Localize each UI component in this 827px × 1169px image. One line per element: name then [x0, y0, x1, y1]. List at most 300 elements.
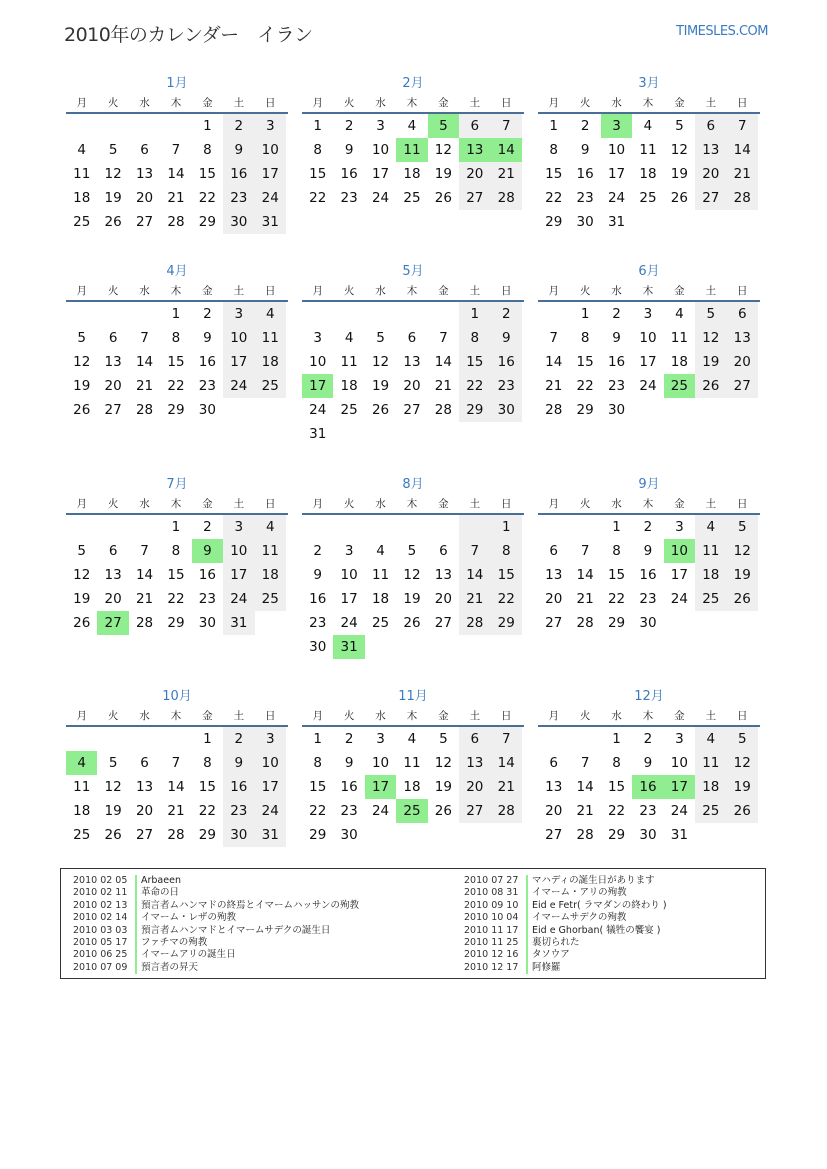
legend-date: 2010 10 04 [464, 912, 528, 924]
day-cell: 21 [576, 803, 594, 819]
day-cell: 11 [695, 539, 726, 563]
day-cell: 27 [545, 827, 563, 843]
day-cell: 25 [340, 402, 358, 418]
day-cell: 1 [171, 519, 181, 535]
weekday-label: 月 [76, 498, 87, 510]
day-cell: 4 [77, 142, 86, 158]
legend-row [464, 949, 667, 961]
day-cell: 14 [135, 567, 154, 583]
day-cell: 16 [576, 166, 594, 182]
day-cell: 1 [612, 731, 621, 747]
weekday-label: 月 [548, 97, 559, 109]
day-cell: 21 [135, 378, 154, 394]
day-cell: 5 [727, 515, 758, 539]
day-cell: 17 [607, 166, 626, 182]
day-cell: 5 [407, 543, 417, 559]
day-cell: 14 [459, 563, 490, 587]
day-cell: 12 [73, 567, 91, 583]
weekday-label: 金 [674, 285, 685, 297]
day-cell: 24 [255, 186, 286, 210]
empty-day-cell [97, 515, 128, 539]
empty-day-cell [365, 302, 396, 326]
day-cell: 3 [643, 306, 653, 322]
day-cell: 29 [459, 398, 490, 422]
weekday-label: 水 [611, 498, 622, 510]
legend-date: 2010 03 03 [73, 925, 137, 937]
day-cell: 20 [104, 378, 122, 394]
day-cell: 19 [434, 779, 452, 795]
day-cell: 4 [344, 330, 354, 346]
day-cell: 9 [223, 138, 254, 162]
day-cell: 6 [140, 142, 149, 158]
weekday-label: 日 [264, 285, 276, 297]
day-cell: 16 [491, 350, 522, 374]
legend-date: 2010 09 10 [464, 900, 528, 912]
day-cell: 28 [135, 402, 154, 418]
holiday-day-cell: 16 [632, 775, 663, 799]
day-cell: 20 [135, 190, 154, 206]
legend-row [464, 900, 667, 912]
month-name: 12月 [634, 689, 664, 704]
day-cell: 28 [727, 186, 758, 210]
day-cell: 27 [459, 799, 490, 823]
day-cell: 12 [727, 751, 758, 775]
day-cell: 9 [313, 567, 322, 583]
day-cell: 9 [491, 326, 522, 350]
day-cell: 8 [459, 326, 490, 350]
day-cell: 10 [607, 142, 626, 158]
day-cell: 9 [643, 755, 653, 771]
weekday-label: 土 [233, 710, 245, 722]
day-cell: 6 [439, 543, 448, 559]
day-cell: 15 [309, 779, 327, 795]
day-cell: 15 [167, 567, 185, 583]
empty-day-cell [459, 515, 490, 539]
weekday-label: 水 [375, 285, 386, 297]
day-cell: 3 [376, 731, 385, 747]
day-cell: 2 [580, 118, 590, 134]
day-cell: 11 [670, 330, 688, 346]
day-cell: 18 [73, 803, 91, 819]
day-cell: 26 [104, 827, 122, 843]
day-cell: 23 [576, 190, 594, 206]
empty-day-cell [97, 114, 128, 138]
day-cell: 13 [135, 166, 154, 182]
weekday-label: 金 [438, 710, 449, 722]
day-cell: 1 [491, 515, 522, 539]
day-cell: 18 [695, 563, 726, 587]
month-block [66, 74, 288, 234]
day-cell: 19 [403, 591, 421, 607]
day-cell: 14 [576, 567, 594, 583]
day-cell: 21 [727, 162, 758, 186]
day-cell: 5 [376, 330, 385, 346]
day-cell: 27 [695, 186, 726, 210]
legend-date: 2010 12 17 [464, 962, 528, 974]
day-grid [538, 515, 760, 635]
weekday-label: 金 [202, 498, 213, 510]
day-cell: 2 [344, 118, 354, 134]
weekday-label: 火 [579, 97, 591, 109]
empty-day-cell [66, 515, 97, 539]
month-name: 9月 [638, 477, 660, 492]
month-block [302, 475, 524, 659]
day-cell: 2 [612, 306, 621, 322]
weekday-label: 金 [202, 710, 213, 722]
day-cell: 11 [639, 142, 657, 158]
day-cell: 18 [73, 190, 91, 206]
day-cell: 18 [670, 354, 688, 370]
day-cell: 27 [434, 615, 452, 631]
day-cell: 14 [545, 354, 563, 370]
day-cell: 11 [403, 755, 421, 771]
month-name: 11月 [398, 689, 428, 704]
day-cell: 5 [77, 330, 86, 346]
legend-holiday-name: Eid e Ghorban( 犠牲の饗宴 ) [532, 924, 661, 936]
day-cell: 30 [198, 615, 216, 631]
legend-row [464, 962, 667, 974]
day-cell: 20 [459, 162, 490, 186]
empty-day-cell [365, 515, 396, 539]
holiday-day-cell: 13 [459, 138, 490, 162]
day-cell: 13 [545, 567, 563, 583]
day-cell: 11 [73, 166, 91, 182]
day-cell: 13 [434, 567, 452, 583]
day-cell: 14 [576, 779, 594, 795]
day-cell: 28 [491, 799, 522, 823]
day-cell: 11 [73, 779, 91, 795]
empty-day-cell [160, 114, 191, 138]
holiday-legend [60, 868, 766, 979]
day-cell: 7 [549, 330, 558, 346]
day-cell: 2 [491, 302, 522, 326]
day-grid [66, 515, 288, 635]
day-cell: 18 [403, 779, 421, 795]
day-cell: 1 [459, 302, 490, 326]
weekday-label: 木 [642, 285, 654, 297]
day-cell: 8 [203, 142, 212, 158]
day-cell: 7 [580, 755, 590, 771]
day-cell: 8 [580, 330, 590, 346]
day-cell: 16 [340, 166, 358, 182]
empty-day-cell [302, 302, 333, 326]
day-cell: 3 [675, 519, 684, 535]
empty-day-cell [396, 302, 427, 326]
day-cell: 10 [255, 138, 286, 162]
day-cell: 19 [73, 378, 91, 394]
empty-day-cell [66, 114, 97, 138]
day-cell: 29 [198, 827, 216, 843]
day-grid [302, 302, 524, 446]
weekday-header [302, 94, 524, 114]
day-grid [302, 114, 524, 210]
day-cell: 15 [459, 350, 490, 374]
weekday-label: 土 [469, 97, 481, 109]
legend-holiday-name: ファチマの殉教 [141, 937, 208, 949]
weekday-label: 日 [736, 710, 748, 722]
month-block [66, 262, 288, 422]
weekday-label: 日 [736, 498, 748, 510]
day-cell: 30 [576, 214, 594, 230]
day-cell: 26 [670, 190, 688, 206]
day-cell: 20 [545, 803, 563, 819]
day-cell: 12 [434, 755, 452, 771]
day-cell: 10 [340, 567, 358, 583]
legend-holiday-name: Arbaeen [141, 875, 181, 886]
day-cell: 12 [727, 539, 758, 563]
weekday-header [538, 707, 760, 727]
weekday-label: 金 [674, 710, 685, 722]
day-cell: 3 [675, 731, 684, 747]
day-cell: 1 [203, 731, 212, 747]
weekday-label: 火 [579, 710, 591, 722]
day-cell: 9 [203, 330, 212, 346]
weekday-label: 水 [375, 97, 386, 109]
weekday-label: 木 [170, 97, 182, 109]
day-cell: 24 [223, 374, 254, 398]
weekday-label: 金 [202, 97, 213, 109]
holiday-day-cell: 10 [664, 539, 695, 563]
weekday-label: 水 [611, 710, 622, 722]
weekday-label: 月 [76, 710, 87, 722]
day-cell: 2 [223, 727, 254, 751]
day-cell: 6 [695, 114, 726, 138]
legend-holiday-name: 阿修羅 [532, 961, 561, 973]
day-cell: 22 [198, 803, 216, 819]
weekday-header [538, 282, 760, 302]
day-cell: 16 [223, 775, 254, 799]
day-cell: 27 [545, 615, 563, 631]
day-cell: 8 [171, 543, 181, 559]
month-block [538, 687, 760, 847]
weekday-label: 土 [705, 97, 717, 109]
weekday-label: 火 [107, 97, 119, 109]
day-cell: 26 [695, 374, 726, 398]
day-cell: 7 [727, 114, 758, 138]
month-name: 7月 [166, 477, 188, 492]
day-cell: 6 [549, 755, 558, 771]
weekday-label: 月 [548, 285, 559, 297]
day-cell: 19 [73, 591, 91, 607]
day-cell: 20 [104, 591, 122, 607]
legend-row [464, 912, 667, 924]
month-name: 1月 [166, 76, 188, 91]
day-cell: 19 [371, 378, 390, 394]
day-cell: 2 [223, 114, 254, 138]
weekday-label: 土 [705, 710, 717, 722]
day-cell: 20 [695, 162, 726, 186]
day-cell: 16 [639, 567, 657, 583]
day-cell: 18 [371, 591, 390, 607]
day-cell: 23 [491, 374, 522, 398]
legend-row [73, 925, 359, 937]
day-cell: 14 [167, 779, 185, 795]
day-cell: 12 [73, 354, 91, 370]
weekday-label: 火 [579, 498, 591, 510]
weekday-label: 火 [107, 498, 119, 510]
legend-date: 2010 02 11 [73, 887, 137, 899]
weekday-label: 日 [500, 498, 512, 510]
empty-day-cell [538, 302, 569, 326]
weekday-label: 水 [611, 285, 622, 297]
day-cell: 8 [313, 142, 322, 158]
day-cell: 25 [639, 190, 657, 206]
weekday-label: 日 [500, 97, 512, 109]
day-cell: 17 [639, 354, 657, 370]
day-cell: 25 [73, 214, 91, 230]
day-cell: 18 [340, 378, 358, 394]
month-name: 3月 [638, 76, 660, 91]
day-cell: 3 [255, 727, 286, 751]
legend-right-column [464, 875, 667, 974]
legend-row [464, 875, 667, 887]
day-cell: 21 [135, 591, 154, 607]
day-cell: 23 [340, 190, 358, 206]
day-cell: 2 [643, 731, 653, 747]
day-cell: 22 [607, 591, 626, 607]
day-cell: 30 [223, 210, 254, 234]
weekday-label: 月 [548, 498, 559, 510]
legend-row [464, 937, 667, 949]
day-cell: 13 [727, 326, 758, 350]
day-grid [538, 727, 760, 847]
day-cell: 22 [309, 803, 327, 819]
empty-day-cell [428, 302, 459, 326]
holiday-day-cell: 17 [664, 775, 695, 799]
legend-row [73, 875, 359, 887]
legend-row [464, 925, 667, 937]
day-cell: 6 [459, 727, 490, 751]
day-cell: 30 [491, 398, 522, 422]
empty-day-cell [129, 515, 160, 539]
day-cell: 2 [203, 306, 212, 322]
weekday-label: 木 [406, 97, 418, 109]
day-cell: 29 [309, 827, 327, 843]
weekday-label: 水 [139, 710, 150, 722]
day-cell: 6 [108, 543, 118, 559]
weekday-label: 水 [375, 710, 386, 722]
day-cell: 10 [670, 755, 688, 771]
day-cell: 4 [695, 515, 726, 539]
day-cell: 19 [104, 190, 122, 206]
brand-link[interactable]: TIMESLES.COM [676, 24, 768, 39]
weekday-label: 木 [406, 710, 418, 722]
day-cell: 24 [223, 587, 254, 611]
day-cell: 13 [104, 354, 122, 370]
day-cell: 12 [403, 567, 421, 583]
day-grid [538, 114, 760, 234]
day-cell: 28 [459, 611, 490, 635]
legend-date: 2010 11 25 [464, 937, 528, 949]
empty-day-cell [66, 302, 97, 326]
day-cell: 10 [639, 330, 657, 346]
weekday-label: 水 [139, 498, 150, 510]
day-cell: 15 [198, 779, 216, 795]
day-cell: 31 [309, 426, 327, 442]
weekday-label: 月 [76, 97, 87, 109]
weekday-label: 木 [406, 498, 418, 510]
legend-date: 2010 02 13 [73, 900, 137, 912]
day-cell: 13 [459, 751, 490, 775]
weekday-label: 土 [469, 285, 481, 297]
weekday-header [66, 707, 288, 727]
weekday-header [66, 94, 288, 114]
day-cell: 19 [727, 775, 758, 799]
day-cell: 18 [255, 350, 286, 374]
day-cell: 27 [727, 374, 758, 398]
weekday-label: 水 [139, 97, 150, 109]
weekday-header [302, 495, 524, 515]
empty-day-cell [538, 515, 569, 539]
legend-holiday-name: Eid e Fetr( ラマダンの終わり ) [532, 899, 667, 911]
day-cell: 12 [434, 142, 452, 158]
weekday-label: 土 [705, 498, 717, 510]
day-cell: 17 [223, 563, 254, 587]
day-cell: 4 [407, 118, 417, 134]
legend-holiday-name: 預言者ムハンマドの終焉とイマームハッサンの殉教 [141, 899, 360, 911]
legend-row [73, 937, 359, 949]
legend-date: 2010 05 17 [73, 937, 137, 949]
day-cell: 1 [313, 118, 322, 134]
day-cell: 25 [371, 615, 390, 631]
legend-date: 2010 02 14 [73, 912, 137, 924]
empty-day-cell [333, 515, 364, 539]
legend-date: 2010 12 16 [464, 949, 528, 961]
day-cell: 7 [580, 543, 590, 559]
holiday-day-cell: 14 [491, 138, 522, 162]
day-cell: 7 [140, 543, 149, 559]
day-cell: 22 [491, 587, 522, 611]
day-cell: 3 [255, 114, 286, 138]
day-cell: 15 [167, 354, 185, 370]
day-cell: 4 [376, 543, 385, 559]
page-title: 2010年のカレンダー イラン [64, 24, 313, 46]
day-cell: 26 [727, 799, 758, 823]
day-grid [302, 727, 524, 847]
day-cell: 16 [340, 779, 358, 795]
day-cell: 22 [167, 378, 185, 394]
empty-day-cell [569, 515, 600, 539]
weekday-label: 土 [469, 710, 481, 722]
day-cell: 11 [340, 354, 358, 370]
day-cell: 9 [643, 543, 653, 559]
weekday-label: 火 [107, 710, 119, 722]
month-block [302, 74, 524, 210]
day-cell: 20 [403, 378, 421, 394]
day-cell: 15 [576, 354, 594, 370]
weekday-label: 火 [107, 285, 119, 297]
day-cell: 28 [545, 402, 563, 418]
day-cell: 23 [198, 378, 216, 394]
day-cell: 11 [255, 326, 286, 350]
legend-holiday-name: 革命の日 [141, 887, 180, 899]
day-cell: 30 [198, 402, 216, 418]
weekday-label: 金 [438, 97, 449, 109]
holiday-day-cell: 9 [192, 539, 223, 563]
day-cell: 31 [255, 210, 286, 234]
day-cell: 21 [491, 162, 522, 186]
day-cell: 24 [670, 591, 688, 607]
day-cell: 3 [223, 515, 254, 539]
day-cell: 30 [607, 402, 626, 418]
empty-day-cell [129, 114, 160, 138]
day-cell: 8 [612, 543, 621, 559]
day-cell: 4 [255, 515, 286, 539]
day-cell: 7 [171, 755, 181, 771]
holiday-day-cell: 31 [333, 635, 364, 659]
day-cell: 27 [104, 402, 122, 418]
month-name: 4月 [166, 264, 188, 279]
